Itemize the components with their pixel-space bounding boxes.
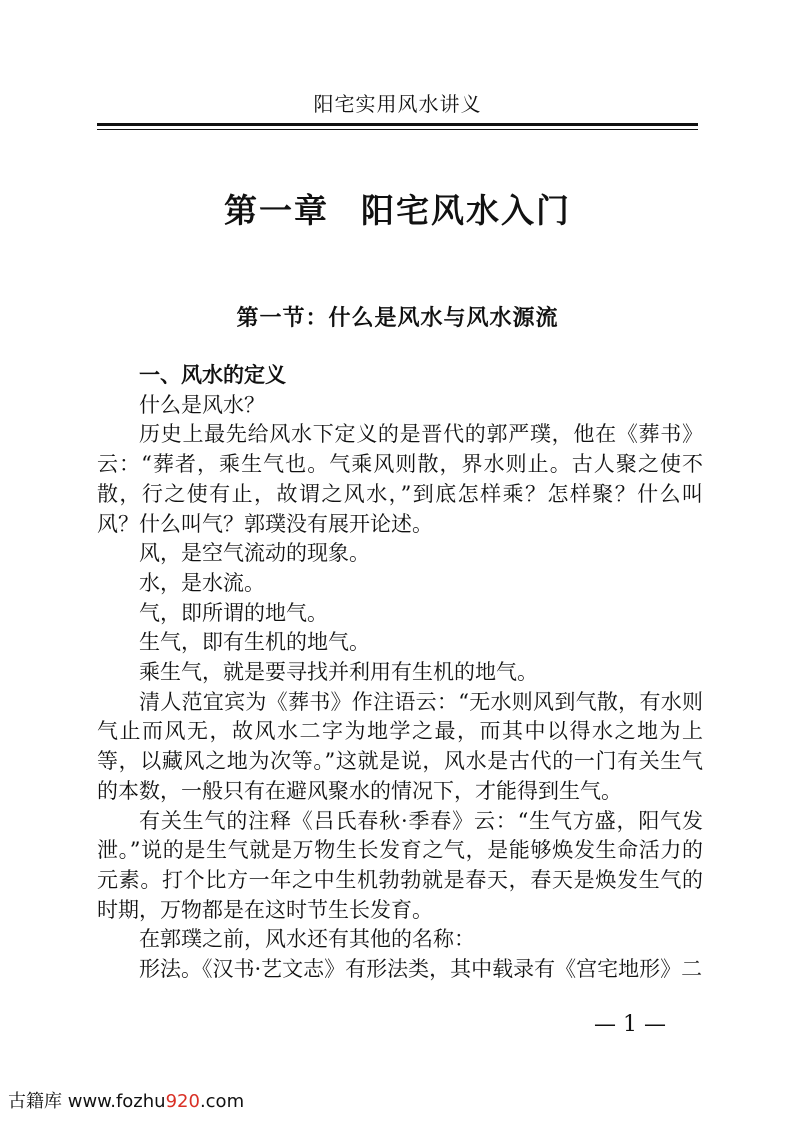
paragraph: 清人范宜宾为《葬书》作注语云：“无水则风到气散，有水则气止而风无，故风水二字为地学之最，而其中以得水之地为上等，以藏风之地为次等。”这就是说，风水是古代的一门有关生气的本数，一般只有在避风聚水的情况下，才能得到生气。: [97, 689, 703, 803]
watermark-accent: 920: [165, 1091, 200, 1112]
chapter-number: 第一章: [224, 191, 329, 230]
body-text: [97, 361, 703, 985]
running-header: 阳宅实用风水讲义: [313, 92, 482, 116]
watermark: [8, 1087, 244, 1113]
paragraph: 在郭璞之前，风水还有其他的名称：: [139, 927, 475, 952]
paragraph: 水，是水流。: [139, 570, 265, 595]
paragraph: 风，是空气流动的现象。: [139, 541, 370, 566]
subheading: 一、风水的定义: [139, 363, 286, 387]
paragraph: 历史上最先给风水下定义的是晋代的郭严璞，他在《葬书》云：“葬者，乘生气也。气乘风则散，界水则止。古人聚之使不散，行之使有止，故谓之风水，”到底怎样乘？怎样聚？什么叫风？什么叫气？郭璞没有展开论述。: [97, 422, 703, 536]
paragraph: 有关生气的注释《吕氏春秋·季春》云：“生气方盛，阳气发泄。”说的是生气就是万物生长发育之气，是能够焕发生命活力的元素。打个比方一年之中生机勃勃就是春天，春天是焕发生气的时期，万物都是在这时节生长发育。: [97, 808, 703, 922]
paragraph: 形法。《汉书·艺文志》有形法类，其中载录有《宫宅地形》二: [139, 957, 703, 982]
section-title: 第一节：什么是风水与风水源流: [236, 306, 559, 331]
watermark-suffix: .com: [199, 1091, 245, 1112]
header-rule-thin: [97, 129, 698, 130]
paragraph: 生气，即有生机的地气。: [139, 630, 370, 655]
paragraph: 什么是风水？: [139, 392, 265, 417]
watermark-prefix: 古籍库 www.fozhu: [8, 1091, 166, 1112]
page-number: — 1 —: [594, 1012, 666, 1037]
paragraph: 乘生气，就是要寻找并利用有生机的地气。: [139, 660, 538, 685]
paragraph: 气，即所谓的地气。: [139, 600, 328, 625]
header-rule-thick: [97, 123, 698, 126]
chapter-name: 阳宅风水入门: [361, 191, 571, 230]
chapter-title: [97, 185, 698, 232]
